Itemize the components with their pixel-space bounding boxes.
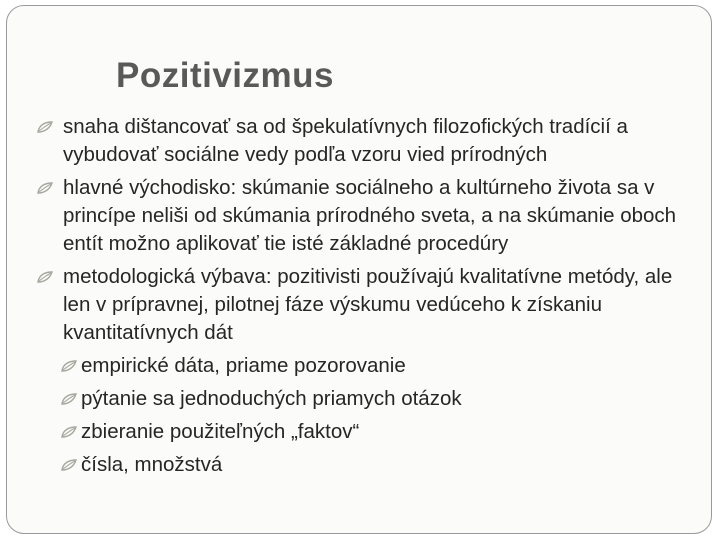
list-item — [57, 113, 693, 169]
leaf-bullet-icon — [61, 388, 77, 410]
list-item-text: snaha dištancovať sa od špekulatívnych filozofických tradícií a vybudovať sociálne vedy podľa vzoru vied prírodných — [63, 115, 628, 166]
list-item-text: pýtanie sa jednoduchých priamych otázok — [81, 387, 462, 410]
leaf-bullet-icon — [61, 421, 77, 443]
list-item — [57, 174, 693, 258]
list-item-text: empirické dáta, priame pozorovanie — [81, 354, 406, 377]
list-item — [81, 352, 671, 380]
leaf-bullet-icon — [61, 355, 77, 377]
list-item — [81, 418, 671, 446]
list-item-text: zbieranie použiteľných „faktov“ — [81, 420, 360, 443]
slide — [6, 5, 712, 534]
bullet-list — [7, 113, 712, 479]
list-item — [81, 451, 671, 479]
list-item-text: čísla, množstvá — [81, 453, 223, 476]
leaf-bullet-icon — [37, 116, 53, 138]
leaf-bullet-icon — [37, 177, 53, 199]
list-item-text: hlavné východisko: skúmanie sociálneho a kultúrneho života sa v princípe neliši od skúmania prírodného sveta, a na skúmanie oboch entít možno aplikovať tie isté základné procedúry — [63, 176, 677, 255]
slide-title: Pozitivizmus — [116, 56, 334, 95]
list-item — [81, 385, 671, 413]
leaf-bullet-icon — [37, 266, 53, 288]
leaf-bullet-icon — [61, 454, 77, 476]
list-item-text: metodologická výbava: pozitivisti používajú kvalitatívne metódy, ale len v prípravnej, pilotnej fáze výskumu vedúceho k získaniu kvantitatívnych dát — [63, 265, 673, 344]
list-item — [57, 263, 693, 347]
